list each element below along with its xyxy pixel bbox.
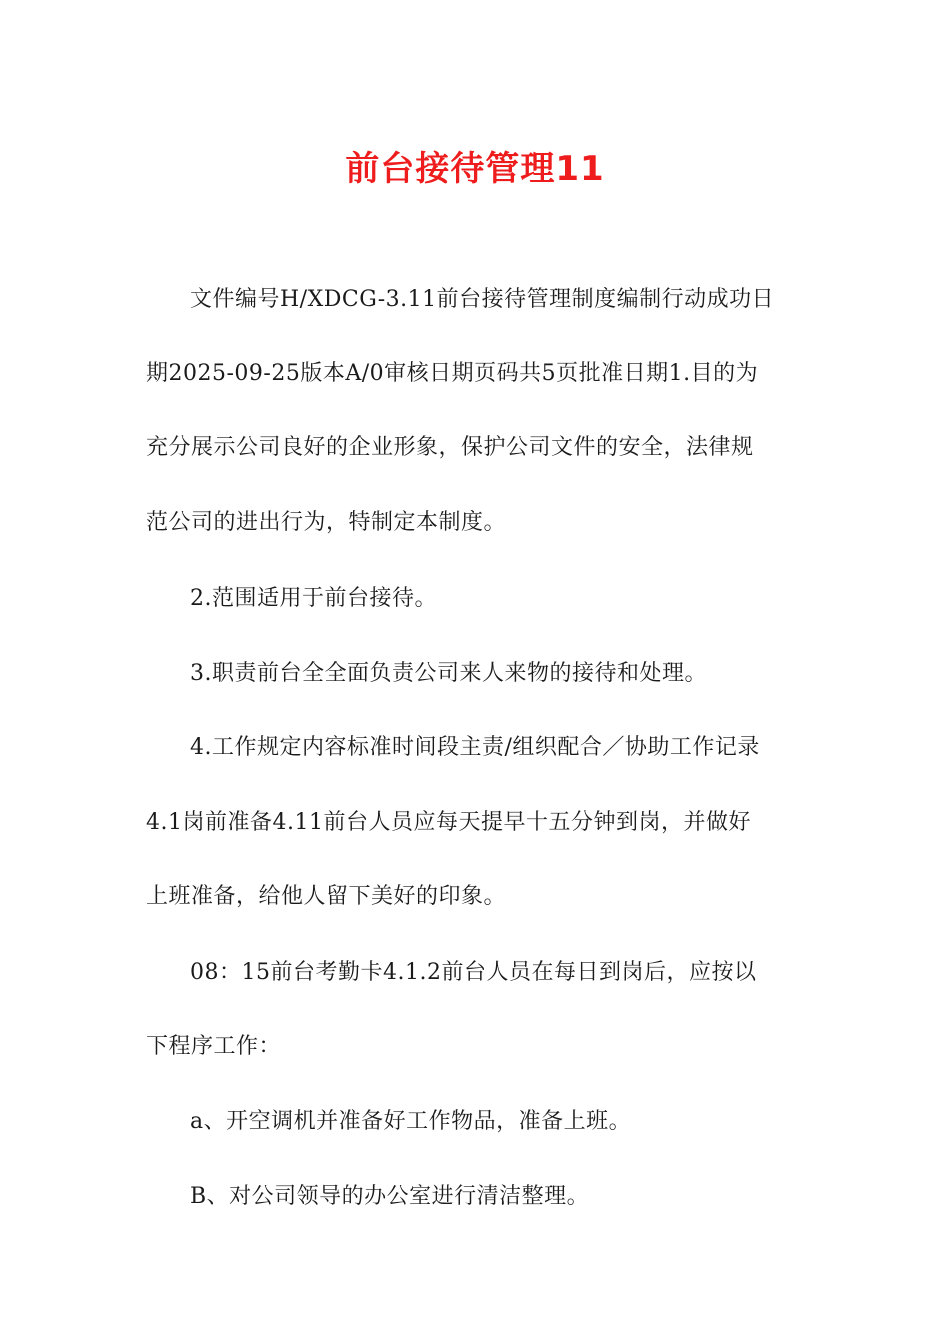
body-line-6: 3.职责前台全全面负责公司来人来物的接待和处理。 bbox=[190, 661, 707, 686]
body-line-1: 文件编号H/XDCG-3.11前台接待管理制度编制行动成功日 bbox=[190, 287, 775, 312]
body-line-7: 4.工作规定内容标准时间段主责/组织配合／协助工作记录 bbox=[190, 735, 760, 760]
body-line-12: a、开空调机并准备好工作物品，准备上班。 bbox=[190, 1109, 632, 1134]
body-line-3: 充分展示公司良好的企业形象，保护公司文件的安全，法律规 bbox=[146, 435, 754, 460]
body-line-9: 上班准备，给他人留下美好的印象。 bbox=[146, 884, 507, 909]
body-line-10: 08：15前台考勤卡4.1.2前台人员在每日到岗后，应按以 bbox=[190, 960, 757, 985]
body-line-11: 下程序工作： bbox=[146, 1034, 282, 1059]
body-line-5: 2.范围适用于前台接待。 bbox=[190, 586, 437, 611]
body-line-4: 范公司的进出行为，特制定本制度。 bbox=[146, 510, 507, 535]
document-title: 前台接待管理11 bbox=[345, 149, 605, 189]
body-line-13: B、对公司领导的办公室进行清洁整理。 bbox=[190, 1184, 590, 1209]
body-line-2: 期2025-09-25版本A/0审核日期页码共5页批准日期1.目的为 bbox=[146, 361, 759, 386]
body-line-8: 4.1岗前准备4.11前台人员应每天提早十五分钟到岗，并做好 bbox=[146, 810, 751, 835]
